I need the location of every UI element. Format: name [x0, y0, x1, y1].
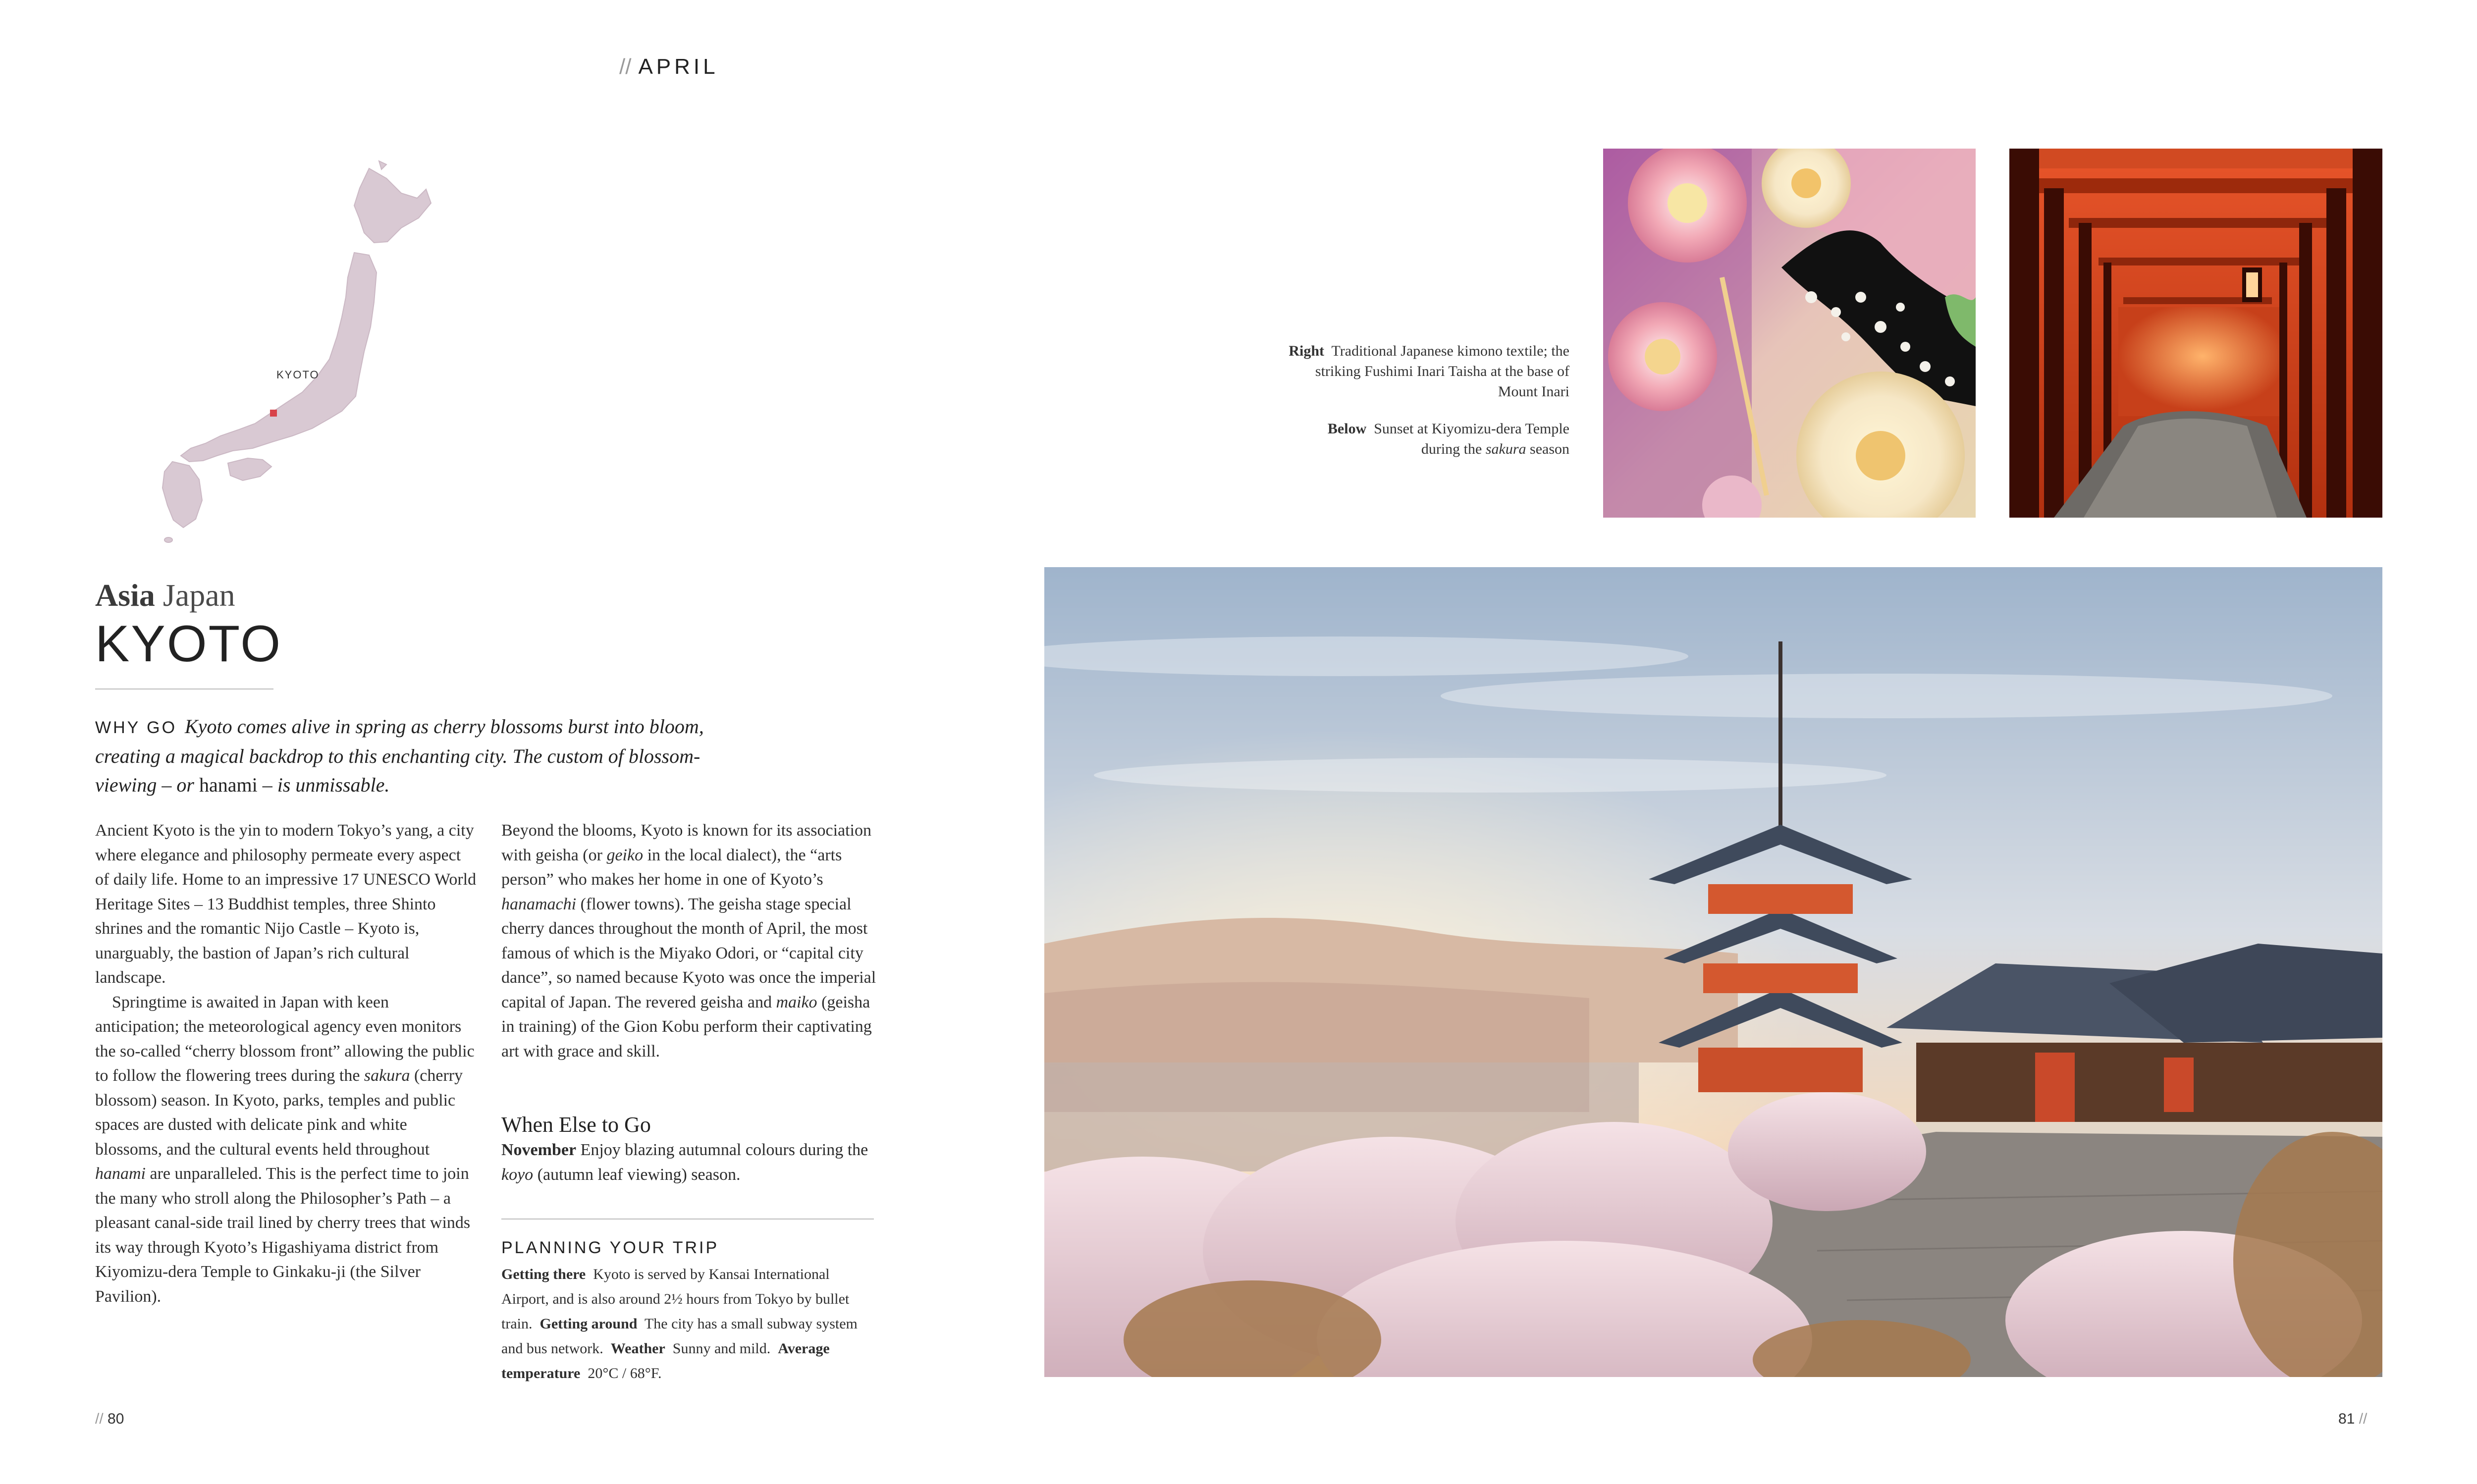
caption-below-term: sakura: [1485, 441, 1526, 457]
temperature-text: 20°C / 68°F.: [588, 1365, 662, 1381]
weather-label: Weather: [610, 1340, 665, 1357]
why-go-intro: [95, 712, 739, 799]
when-else-text-a: Enjoy blazing autumnal colours during the: [580, 1141, 868, 1159]
body-paragraph-3: [501, 818, 878, 1063]
caption-right-label: Right: [1289, 343, 1325, 359]
page-number-left: [95, 1411, 124, 1428]
region-continent: Asia: [95, 578, 155, 613]
caption-below-text-a: Sunset at Kiyomizu-dera Temple during the: [1374, 421, 1569, 457]
when-else-body: [501, 1138, 878, 1187]
p2-text-b: (cherry blossom) season. In Kyoto, parks, temples and public spaces are dusted with delicate pink and white blossoms, and the cultural events held throughout: [95, 1066, 463, 1159]
p3-term-hanamachi: hanamachi: [501, 895, 577, 913]
body-paragraph-2: [95, 990, 477, 1309]
when-else-term: koyo: [501, 1165, 534, 1184]
japan-map: [84, 159, 441, 545]
region-heading: [95, 577, 235, 614]
p2-text-c: are unparalleled. This is the perfect time to join the many who stroll along the Philosopher’s Path – a pleasant canal-side trail lined by cherry trees that winds its way through Kyoto’s Higashiyama district from Kiyomizu-dera Temple to Ginkaku-ji (the Silver Pavilion).: [95, 1165, 471, 1306]
kyoto-marker: [270, 410, 277, 417]
p2-text-a: Springtime is awaited in Japan with keen anticipation; the meteorological agency even monitors the so-called “cherry blossom front” allowing the public to follow the flowering trees during the: [95, 993, 475, 1085]
folio-left-number: 80: [108, 1411, 124, 1427]
folio-left-slashes: //: [95, 1411, 104, 1427]
when-else-month: November: [501, 1141, 577, 1159]
p3-text-d: (geisha in training) of the Gion Kobu perform their captivating art with grace and skill.: [501, 993, 872, 1060]
caption-below-text-b: season: [1530, 441, 1569, 457]
when-else-text-b: (autumn leaf viewing) season.: [537, 1165, 741, 1184]
p3-text-a: Beyond the blooms, Kyoto is known for its association with geisha (or: [501, 821, 872, 864]
header-month: APRIL: [638, 54, 719, 79]
region-country: Japan: [162, 578, 235, 613]
p3-text-c: (flower towns). The geisha stage special cherry dances throughout the month of April, the most famous of which is the Miyako Odori, or “capital city dance”, so named because Kyoto was once the imperial capital of Japan. The revered geisha and: [501, 895, 876, 1011]
p3-term-maiko: maiko: [776, 993, 817, 1011]
why-go-text-b: – is unmissable.: [262, 774, 390, 796]
getting-around-label: Getting around: [539, 1316, 638, 1332]
caption-below: [1288, 419, 1569, 459]
running-header: [619, 54, 719, 79]
header-slashes: //: [619, 54, 632, 79]
caption-right-text: Traditional Japanese kimono textile; the striking Fushimi Inari Taisha at the base of Mount Inari: [1315, 343, 1569, 400]
getting-there-text: Kyoto is served by Kansai International Airport, and is also around 2½ hours from Tokyo by bullet train.: [501, 1266, 850, 1332]
folio-right-number: 81: [2338, 1411, 2355, 1427]
body-column-1: [95, 818, 477, 1309]
photo-caption: [1288, 341, 1569, 459]
japan-map-graphic: [84, 159, 441, 545]
folio-right-slashes: //: [2359, 1411, 2368, 1427]
fushimi-inari-photo: [2009, 149, 2382, 518]
getting-there-label: Getting there: [501, 1266, 586, 1282]
p2-term-hanami: hanami: [95, 1165, 146, 1183]
getting-around-text: The city has a small subway system and bus network.: [501, 1316, 858, 1357]
why-go-label: WHY GO: [95, 718, 177, 737]
why-go-text-a: Kyoto comes alive in spring as cherry blossoms burst into bloom, creating a magical backdrop to this enchanting city. The custom of blossom-viewing – or: [95, 715, 704, 796]
temperature-label: Average temperature: [501, 1340, 830, 1381]
kimono-textile-photo: [1603, 149, 1976, 518]
p3-term-geiko: geiko: [606, 846, 644, 864]
kiyomizu-dera-photo: [1044, 567, 2382, 1377]
when-else-heading: When Else to Go: [501, 1113, 651, 1137]
page-title: KYOTO: [95, 615, 282, 673]
p2-term-sakura: sakura: [364, 1066, 410, 1085]
body-column-2: [501, 818, 878, 1063]
caption-right: [1288, 341, 1569, 402]
caption-below-label: Below: [1327, 421, 1367, 437]
planning-heading: PLANNING YOUR TRIP: [501, 1238, 719, 1257]
why-go-term: hanami: [199, 774, 258, 796]
planning-body: [501, 1262, 878, 1386]
weather-text: Sunny and mild.: [672, 1340, 771, 1357]
page-number-right: [2338, 1411, 2367, 1428]
p3-text-b: in the local dialect), the “arts person” who makes her home in one of Kyoto’s: [501, 846, 842, 889]
body-paragraph-1: Ancient Kyoto is the yin to modern Tokyo’s yang, a city where elegance and philosophy permeate every aspect of daily life. Home to an impressive 17 UNESCO World Heritage Sites – 13 Buddhist temples, three Shinto shrines and the romantic Nijo Castle – Kyoto is, unarguably, the bastion of Japan’s rich cultural landscape.: [95, 821, 477, 987]
map-city-label: KYOTO: [276, 369, 320, 381]
